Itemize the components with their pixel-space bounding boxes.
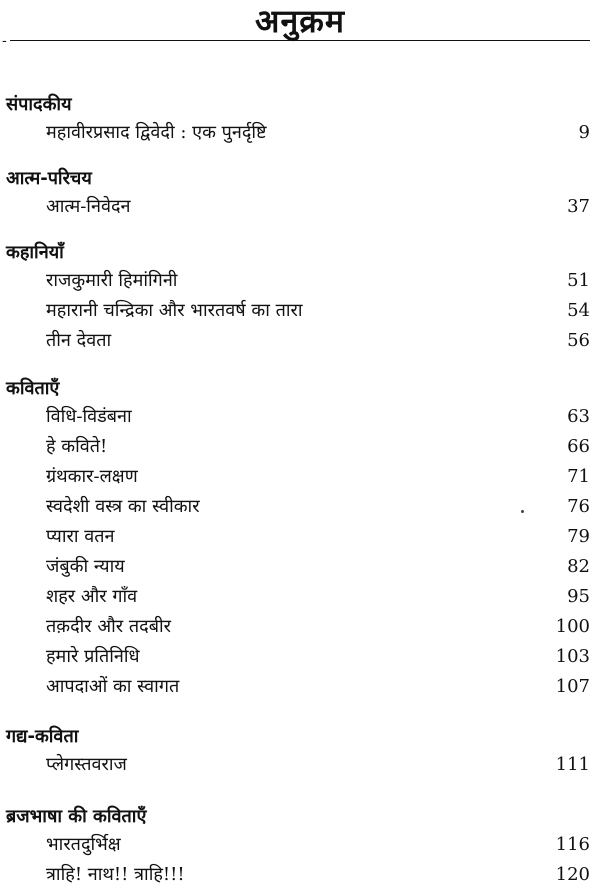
toc-entry — [6, 582, 594, 612]
toc-entry — [6, 402, 594, 432]
page-title: अनुक्रम — [255, 2, 345, 40]
toc-entry — [6, 612, 594, 642]
toc-entry — [6, 672, 594, 702]
entry-title: हे कविते! — [46, 436, 108, 457]
entry-page-number: 54 — [567, 300, 590, 321]
toc-entry — [6, 522, 594, 552]
entry-title: राजकुमारी हिमांगिनी — [46, 270, 178, 291]
toc-entry — [6, 830, 594, 860]
section-heading: आत्म-परिचय — [6, 168, 92, 189]
section-heading: ब्रजभाषा की कविताएँ — [6, 806, 147, 827]
rule-dash: - — [2, 33, 7, 49]
section-heading: संपादकीय — [6, 94, 72, 115]
entry-title: आपदाओं का स्वागत — [46, 676, 180, 697]
toc-entry — [6, 266, 594, 296]
entry-title: महारानी चन्द्रिका और भारतवर्ष का तारा — [46, 300, 303, 321]
entry-page-number: 95 — [567, 586, 590, 607]
entry-title: विधि-विडंबना — [46, 406, 132, 427]
section-heading: कहानियाँ — [6, 242, 64, 263]
entry-page-number: 71 — [567, 466, 590, 487]
entry-title: तक़दीर और तदबीर — [46, 616, 172, 637]
section-heading: गद्य-कविता — [6, 726, 79, 747]
entry-page-number: 116 — [555, 834, 590, 855]
entry-title: तीन देवता — [46, 330, 112, 351]
entry-title: आत्म-निवेदन — [46, 196, 131, 217]
entry-page-number: 107 — [555, 676, 590, 697]
entry-page-number: 76 — [567, 496, 590, 517]
entry-page-number: 79 — [567, 526, 590, 547]
entry-title: शहर और गाँव — [46, 586, 138, 607]
entry-page-number: 51 — [567, 270, 590, 291]
entry-page-number: 100 — [555, 616, 590, 637]
entry-page-number: 37 — [567, 196, 590, 217]
entry-title: त्राहि! नाथ!! त्राहि!!! — [46, 864, 185, 885]
toc-entry — [6, 642, 594, 672]
entry-page-number: 56 — [567, 330, 590, 351]
entry-title: महावीरप्रसाद द्विवेदी : एक पुनर्दृष्टि — [46, 122, 267, 143]
toc-section — [6, 376, 594, 702]
toc-section — [6, 166, 594, 222]
toc-section — [6, 804, 594, 890]
entry-title: स्वदेशी वस्त्र का स्वीकार — [46, 496, 200, 517]
entry-title: हमारे प्रतिनिधि — [46, 646, 140, 667]
toc-entry — [6, 860, 594, 890]
entry-title: प्लेगस्तवराज — [46, 754, 127, 775]
toc-entry — [6, 296, 594, 326]
section-heading: कविताएँ — [6, 378, 60, 399]
entry-page-number: 66 — [567, 436, 590, 457]
toc-entry — [6, 492, 594, 522]
entry-page-number: 63 — [567, 406, 590, 427]
toc-section — [6, 240, 594, 356]
entry-page-number: 82 — [567, 556, 590, 577]
entry-title: भारतदुर्भिक्ष — [46, 834, 121, 855]
entry-title: ग्रंथकार-लक्षण — [46, 466, 138, 487]
toc-entry — [6, 552, 594, 582]
entry-page-number: 103 — [555, 646, 590, 667]
toc-entry — [6, 192, 594, 222]
title-divider — [10, 40, 590, 41]
entry-title: प्यारा वतन — [46, 526, 115, 547]
toc-section — [6, 92, 594, 148]
entry-page-number: 9 — [578, 122, 590, 143]
toc-entry — [6, 750, 594, 780]
toc-entry — [6, 118, 594, 148]
toc-entry — [6, 462, 594, 492]
entry-page-number: 111 — [555, 754, 590, 775]
entry-title: जंबुकी न्याय — [46, 556, 125, 577]
toc-entry — [6, 432, 594, 462]
entry-page-number: 120 — [555, 864, 590, 885]
toc-entry — [6, 326, 594, 356]
toc-section — [6, 724, 594, 780]
